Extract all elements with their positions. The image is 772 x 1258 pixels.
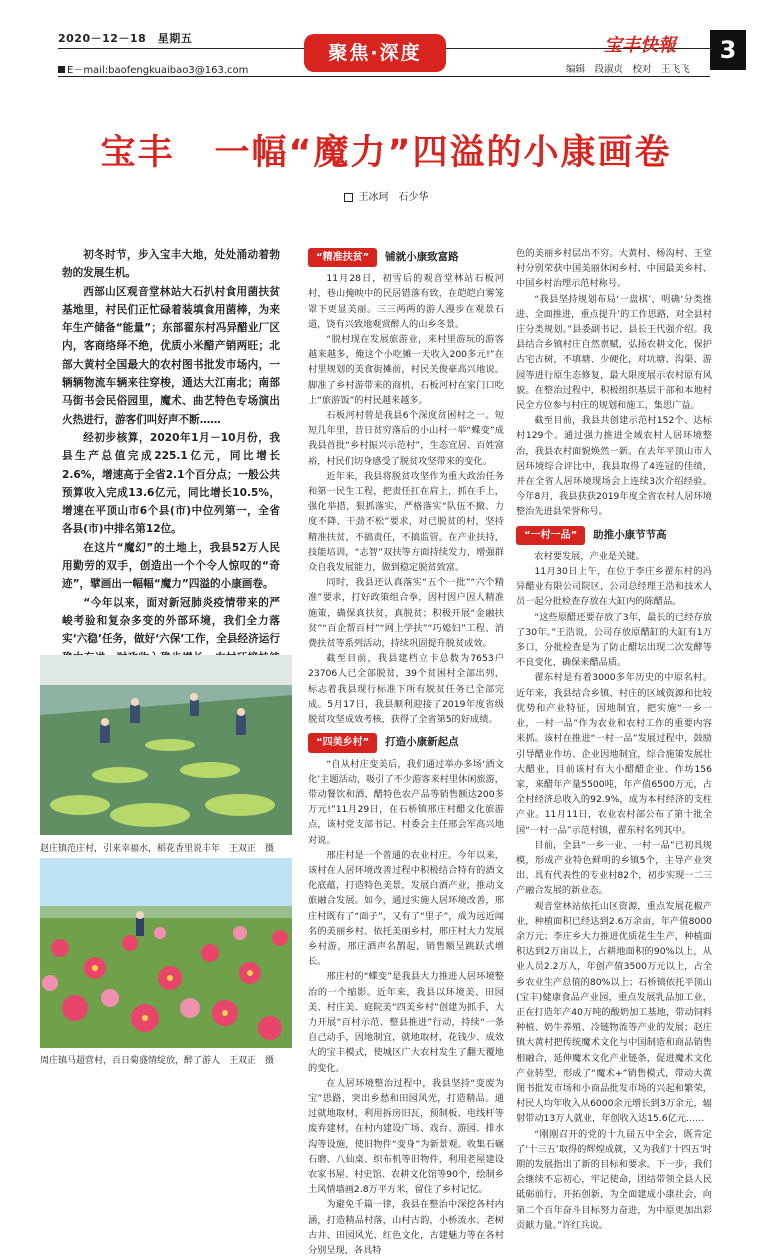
body-paragraph: 11月30日上午，在位于李庄乡翟东村的冯异醋业有限公司院区，公司总经理王浩和技术人员一起分批检查存放在大缸内的陈醋品。 [516,566,712,608]
byline [0,188,772,203]
body-paragraph: 截至目前，我县建档立卡总数为7653户23706人已全部脱贫，39个贫困村全部出列，标志着我县现行标准下所有脱贫任务已全部完成。5月17日，我县顺利迎接了2019年度省级脱贫攻坚成效考核，获得了全省第5的好成绩。 [308,653,504,726]
body-paragraph: 翟东村是有着3000多年历史的中原名村。近年来，我县结合乡镇、村庄的区域资源和比较优势和产业特征，因地制宜，把实施“一乡一业，一村一品”作为农业和农村工作的重要内容来抓。该村在推进“一村一品”发展过程中，鼓励引导醋业作坊、企业因地制宜，综合施策发展壮大醋业，目前该村有大小醋醋企业、作坊156家，来醋年产量5500吨，年产值6500万元，占全村经济总收入的92.9%，成为本村经济的支柱产业。11月11日，农业农村部公布了第十批全国“一村一品”示范村镇，翟东村名列其中。 [516,672,712,836]
body-paragraph: “刚刚召开的党的十九届五中全会，既肯定了‘十三五’取得的辉煌成就，又为我们‘十四五’时期的发展指出了新的目标和要求。下一步，我们会继续不忘初心，牢记使命，团结带领全县人民砥砺前行，开拓创新，为全面建成小康社会，向第二个百年奋斗目标努力奋进，为中原更加出彩贡献力量。”许红兵说。 [516,1128,712,1231]
subheading-title: 助推小康节节高 [593,528,667,541]
body-paragraph: 农村要发展，产业是关键。 [534,550,645,562]
lead-paragraph: 西部山区观音堂林站大石扒村食用菌扶贫基地里，村民们正忙碌着装填食用菌棒，为来年生产储备“能量”；东部翟东村冯异醋业厂区内，客商络绎不绝，优质小米醋产销两旺；北部大黄村全国最大的农村图书批发市场内，一辆辆物流车辆来往穿梭，通达大江南北；南部马街书会民俗园里，魔术、曲艺特色专场演出火热进行，游客们叫好声不断…… [62,285,280,426]
body-paragraph: “自从村庄变美后，我们通过举办多场‘酒文化’主题活动，吸引了不少游客来村里休闲旅游，带动餐饮和酒、醋特色农产品等销售额达200多万元!”11月29日，在石桥镇邢庄村醋文化旅游点，该村党支部书记、村委会主任邢会军高兴地对说。 [308,758,504,846]
subheading-poverty [308,248,504,267]
email-text: E－mail:baofengkuaibao3@163.com [67,65,249,76]
subheading-title: 打造小康新起点 [385,736,459,749]
body-paragraph: “我县坚持规划布局‘一盘棋’，明确‘分类推进、全面推进，重点提升’的工作思路，对全县村庄分类规划。”县委副书记、县长王代强介绍。我县结合乡镇村庄自然禀赋，弘扬农耕文化，保护古宅古树，不填塘、少硬化，对坑塘、沟渠、游园等进行原生态修复，最大限度展示农村原有风貌。在整治过程中，积极组织基层干部和本地村民全方位参与村庄的规划和施工，集思广益。 [516,293,712,412]
subheading-tag: “四美乡村” [308,733,377,752]
subheading-tag: “精准扶贫” [308,248,377,267]
lead-paragraph: 初冬时节，步入宝丰大地，处处涌动着勃勃的发展生机。 [62,249,280,280]
body-paragraph: 为避免千篇一律，我县在整治中深挖各村内涵，打造精品村落，山村古韵，小桥流水、老树古井、田园风光、红色文化，古建魅力等在各村分别呈现，各具特 [308,1199,504,1256]
middle-column [308,246,504,1256]
subheading-village [308,733,504,752]
body-paragraph: 近年来，我县将脱贫攻坚作为重大政治任务和第一民生工程，把责任扛在肩上，抓在手上，强化举措，狠抓落实，严格落实“队伍不撤、力度不降、干劲不松”要求，对已脱贫的村，坚持精准扶贫，不搞责任，不搞监管。在产业扶持，技能培训，“志智”双扶等方面持续发力，增强群众自我发展能力，做到稳定脱贫致富。 [308,470,504,574]
editor-credits: 编辑 段淑贞 校对 王飞飞 [566,64,690,75]
photo-rice-field [40,655,292,835]
rice-field-image [40,655,292,835]
lead-paragraph: 经初步核算，2020年1月－10月份，我县生产总值完成225.1亿元，同比增长2.6%，增速高于全省2.1个百分点；一般公共预算收入完成13.6亿元，同比增长10.5%，增速在平顶山市6个县(市)中位列第一，全省各县(市)中排名第12位。 [62,431,280,536]
headline-place: 宝丰 [100,133,175,173]
lead-column [62,246,280,646]
photo-caption: 周庄镇马超营村，百日菊盛情绽放，醉了游人 王双正 摄 [40,1056,275,1066]
subheading-tag: “一村一品” [516,526,585,545]
photo-caption: 赵庄镇范庄村，引来幸福水，稻花香里说丰年 王双正 摄 [40,844,275,854]
headline-main: 一幅“魔力”四溢的小康画卷 [214,133,672,173]
lead-paragraph: “今年以来，面对新冠肺炎疫情带来的严峻考验和复杂多变的外部环境，我们全力落实‘六稳’任务，做好‘六保’工作，全县经济运行 [62,596,280,646]
lead-paragraph: 在这片“魔幻”的土地上，我县52万人民用勤劳的双手，创造出一个个令人惊叹的“奇迹”，擘画出一幅幅“魔力”四溢的小康画卷。 [62,541,280,591]
headline [0,125,772,175]
body-paragraph: 石板河村曾是我县6个深度贫困村之一。短短几年里，昔日贫穷落后的小山村一举“蝶变”成我县首批“乡村振兴示范村”，生态宜居、百姓富裕，村民们切身感受了脱贫攻坚带来的变化。 [308,410,504,467]
body-paragraph: 截至目前，我县共创建示范村152个、达标村129个。通过强力推进全域农村人居环境整治，我县农村面貌焕然一新。在去年平顶山市人居环境综合评比中，我县取得了4连冠的佳绩，并在全省人居环境现场会上连续3次介绍经验。今年8月，我县获获2019年度全省农村人居环境整治先进县荣誉称号。 [516,415,712,518]
email-line [58,61,248,76]
square-outline-icon [344,193,353,202]
byline-authors: 王冰珂 石少华 [358,192,429,203]
issue-date: 2020－12－18 星期五 [58,32,193,45]
body-paragraph: 邢庄村的“蝶变”是我县大力推进人居环境整治的一个缩影。近年来，我县以环境美、田园美、村庄美、庭院美“四美乡村”创建为抓手，大力开展“百村示范、整县推进”行动，持续“一条自己动手，因地制宜，就地取材，花钱少、成效大的宝丰模式，使城区广大农村发生了翻天覆地的变化。 [308,971,504,1074]
body-paragraph: 同时，我县还认真落实“五个一批”“六个精准”要求，打好政策组合拳，因村因户因人精准施策，确保真扶贫，真脱贫；积极开展“金融扶贫”“百企帮百村”“网上学扶”“巧媳妇”工程、消费扶贫等系列活动，持续巩固提升脱贫成效。 [308,577,504,650]
subheading-industry [516,526,712,545]
header-rule-bottom [58,76,710,77]
newspaper-logo: 宝丰快報 [604,35,676,56]
body-paragraph: 11月28日，初雪后的观音堂林站石板河村，巷山掩映中的民居错落有致，在皑皑白雾笼罩下更显美丽。三三两两的游人漫步在观景石道，饶有兴致地观赏醉人的山乡冬景。 [308,273,504,330]
body-paragraph: 邢庄村是一个普通的农业村庄。今年以来，该村在人居环境改善过程中积极结合特有的酒文化底蕴，打造特色美景，发展白酒产业，推动文旅融合发展。如今，通过实施人居环境改善，邢庄村既有了“面子”，又有了“里子”，成为远近闻名的美丽乡村。依托美丽乡村，邢庄村大力发展乡村游，邢庄酒声名鹊起，销售额呈跳跃式增长。 [308,849,504,968]
right-column [516,246,712,1231]
subheading-title: 铺就小康致富路 [385,251,459,263]
body-paragraph: 观音堂林站依托山区资源，重点发展花椒产业，种植面积已经达到2.6万余亩，年产值8000余万元；李庄乡大力推进优质花生生产，种植面积达到2万亩以上，占耕地面积的90%以上，从业人员2.2万人，年创产值3500万元以上，占全乡农业生产总值的80%以上；石桥镇依托平顶山(宝丰)健康食品产业园，重点发展乳品加工业，正在打造年产40万吨的酸奶加工基地，带动饲料种植、奶牛养殖、冷链物流等产业的发展；赵庄镇大黄村把传统魔术文化与中国制造和商品销售相融合，延伸魔术文化产业链条，促进魔术文化产业转型，形成了“魔术+”销售模式，带动大黄图书批发市场和小商品批发市场的兴起和繁荣，村民人均年收入从6000余元增长到3万余元，辐射带动13万人就业，年创收入达15.6亿元…… [516,900,712,1125]
page-number: 3 [710,30,746,70]
body-paragraph: “脱村现在发展旅游业，来村里游玩的游客越来越多，俺这个小吃摊一天收入200多元!”在村里规划的美食街摊前，村民关俊豪高兴地说。脚准了乡村游带来的商机，石板河村在家门口吃上“旅游饭”的村民越来越多。 [308,334,504,406]
body-paragraph: 在人居环境整治过程中，我县坚持“变废为宝”思路，突出乡愁和田园风光，打造精品。通过就地取材，利用拆房旧瓦，预制板、电线杆等废弃建材，在村内建设广场、戏台、游园、排水沟等设施，使旧物件“变身”为新景观。收集石碾石磨、八仙桌、织布机等旧物件，利用老屋建设农家书屋、村史馆、农耕文化馆等90个，绘制乡土风情墙画2.8万平方米，留住了乡村记忆。 [308,1077,504,1196]
section-banner: 聚焦·深度 [304,34,446,72]
photo-flower-field [40,858,292,1048]
header-rule-left [58,48,304,49]
body-paragraph: 色的美丽乡村层出不穷。大黄村、杨沟村、王堂村分别荣获中国美丽休闲乡村、中国最美乡村、中国乡村治理示范村称号。 [516,248,712,290]
body-paragraph: 目前，全县“一乡一业、一村一品”已初具规模，形成产业特色鲜明的乡镇5个，主导产业突出、具有代表性的专业村82个，初步实现一二三产融合发展的新业态。 [516,839,712,897]
square-bullet-icon [58,66,65,73]
flower-field-image [40,858,292,1048]
body-paragraph: “这些原醋还要存放了3年，最长的已经存放了30年。”王浩说，公司存放原醋缸的大缸有1万多口，分批检查是为了防止醋坛出现二次发酵等不良变化，确保来醋品质。 [516,611,712,669]
